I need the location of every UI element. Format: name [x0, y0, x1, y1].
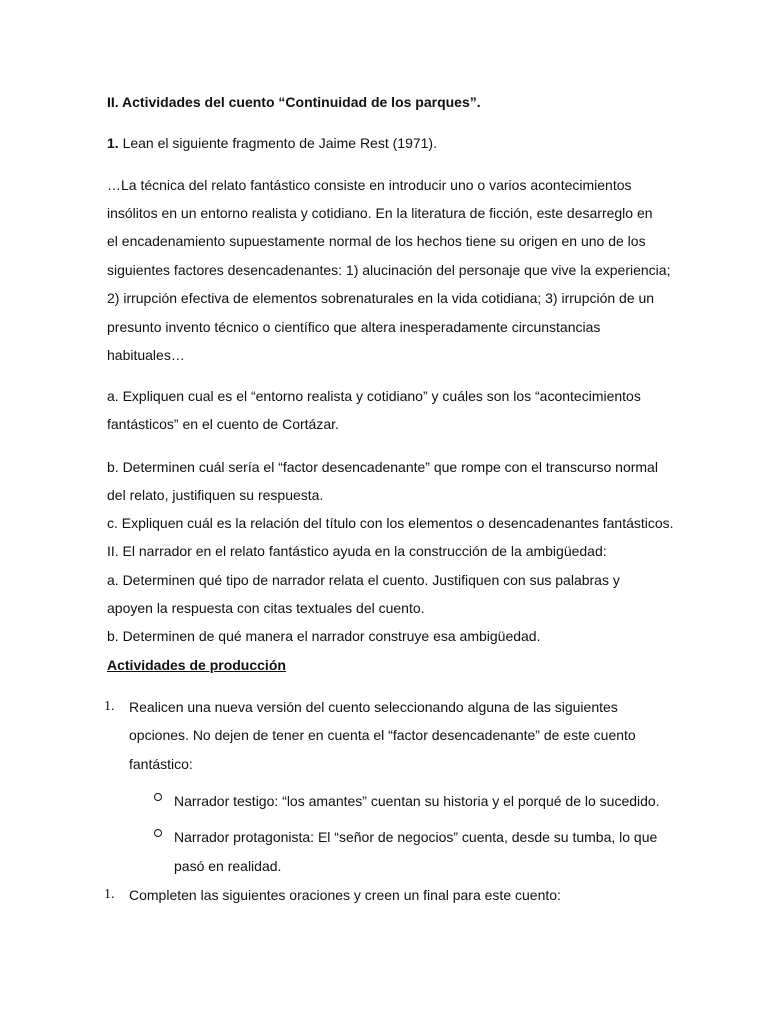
quote-line: el encadenamiento supuestamente normal de los hechos tiene su origen en uno de los	[107, 233, 646, 249]
section-2-a-line: a. Determinen qué tipo de narrador relata el cuento. Justifiquen con sus palabras y	[107, 572, 620, 588]
production-item-1-line: opciones. No dejen de tener en cuenta el “factor desencadenante” de este cuento	[129, 727, 636, 743]
production-item-2-text: Completen las siguientes oraciones y creen un final para este cuento:	[129, 887, 561, 903]
option-witness-narrator: Narrador testigo: “los amantes” cuentan su historia y el porqué de lo sucedido.	[174, 793, 660, 809]
section-2-heading: II. El narrador en el relato fantástico ayuda en la construcción de la ambigüedad:	[107, 543, 607, 559]
option-protagonist-narrator-line: pasó en realidad.	[174, 858, 282, 874]
item-1	[107, 134, 437, 152]
document-title: II. Actividades del cuento “Continuidad de los parques”.	[107, 94, 481, 110]
section-2-a-line: apoyen la respuesta con citas textuales del cuento.	[107, 600, 425, 616]
production-item-1-line: fantástico:	[129, 756, 193, 772]
question-a-line: fantásticos” en el cuento de Cortázar.	[107, 416, 339, 432]
production-item-1-line: Realicen una nueva versión del cuento seleccionando alguna de las siguientes	[129, 699, 618, 715]
quote-line: …La técnica del relato fantástico consiste en introducir uno o varios acontecimientos	[107, 177, 632, 193]
production-item-1-number: 1.	[104, 699, 115, 714]
question-a-line: a. Expliquen cual es el “entorno realista y cotidiano” y cuáles son los “acontecimientos	[107, 388, 641, 404]
quote-line: siguientes factores desencadenantes: 1) alucinación del personaje que vive la experiencia;	[107, 262, 671, 278]
circle-bullet-icon	[154, 829, 162, 837]
production-item-2-number: 1.	[104, 887, 115, 902]
option-protagonist-narrator-line: Narrador protagonista: El “señor de negocios” cuenta, desde su tumba, lo que	[174, 829, 658, 845]
quote-line: presunto invento técnico o científico que altera inesperadamente circunstancias	[107, 319, 601, 335]
question-b-line: del relato, justifiquen su respuesta.	[107, 487, 324, 503]
quote-line: 2) irrupción efectiva de elementos sobrenaturales en la vida cotidiana; 3) irrupción de un	[107, 290, 655, 306]
production-heading: Actividades de producción	[107, 657, 286, 673]
question-b-line: b. Determinen cuál sería el “factor desencadenante” que rompe con el transcurso normal	[107, 459, 658, 475]
circle-bullet-icon	[154, 793, 162, 801]
section-2-b: b. Determinen de qué manera el narrador construye esa ambigüedad.	[107, 628, 541, 644]
quote-line: habituales…	[107, 347, 185, 363]
quote-line: insólitos en un entorno realista y cotidiano. En la literatura de ficción, este desarreglo en	[107, 205, 653, 221]
item-1-number: 1.	[107, 135, 119, 151]
item-1-text: Lean el siguiente fragmento de Jaime Rest (1971).	[118, 135, 437, 151]
question-c: c. Expliquen cuál es la relación del título con los elementos o desencadenantes fantásticos.	[107, 515, 674, 531]
